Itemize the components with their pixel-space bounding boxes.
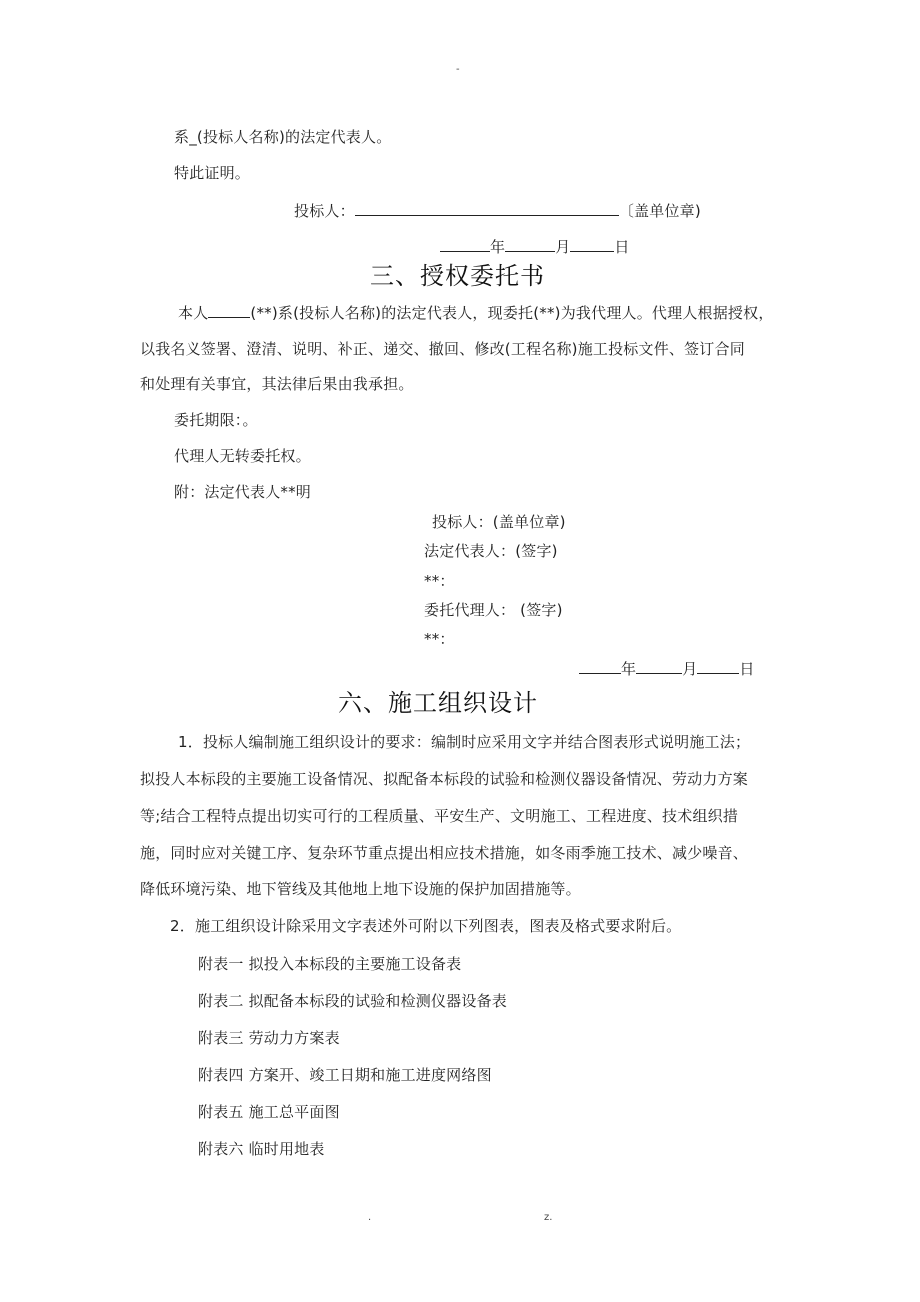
section6-p1-line-5: 降低环境污染、地下管线及其他地上地下设施的保护加固措施等。 bbox=[140, 880, 581, 898]
section6-p1-line-3: 等;结合工程特点提出切实可行的工程质量、平安生产、文明施工、工程进度、技术组织措 bbox=[140, 807, 739, 825]
section6-p1-line-4: 施，同时应对关键工序、复杂环节重点提出相应技术措施，如冬雨季施工技术、减少噪音、 bbox=[140, 844, 749, 862]
attached-table-5: 附表五 施工总平面图 bbox=[198, 1103, 340, 1121]
section6-p1-line-2: 拟投人本标段的主要施工设备情况、拟配备本标段的试验和检测仪器设备情况、劳动力方案 bbox=[140, 770, 749, 788]
section6-title: 六、施工组织设计 bbox=[338, 689, 538, 717]
footer-right-mark: z. bbox=[544, 1212, 553, 1223]
attached-table-6: 附表六 临时用地表 bbox=[198, 1140, 325, 1158]
section3-para-line-2: 以我名义签署、澄清、说明、补正、递交、撤回、修改(工程名称)施工投标文件、签订合同 bbox=[140, 340, 745, 358]
section3-term: 委托期限：。 bbox=[174, 411, 258, 429]
sign-id-2: **： bbox=[424, 630, 455, 648]
sign-bidder: 投标人：(盖单位章) bbox=[432, 513, 566, 531]
attached-table-3: 附表三 劳动力方案表 bbox=[198, 1029, 340, 1047]
bidder-blank bbox=[355, 201, 619, 216]
header-mark: - bbox=[456, 64, 460, 75]
cert-seal-label: 〔盖单位章) bbox=[618, 202, 701, 220]
section6-p2: 2．施工组织设计除采用文字表述外可附以下列图表，图表及格式要求附后。 bbox=[170, 917, 682, 935]
cert-bidder-label: 投标人： bbox=[294, 202, 355, 220]
attached-table-4: 附表四 方案开、竣工日期和施工进度网络图 bbox=[198, 1066, 492, 1084]
cert-bidder-line bbox=[294, 200, 701, 221]
section3-title: 三、授权委托书 bbox=[370, 262, 545, 290]
cert-line-1: 系_(投标人名称)的法定代表人。 bbox=[174, 128, 392, 146]
cert-date-line: 年 月 日 bbox=[440, 236, 630, 257]
section3-para-line-1: 本人 (**)系(投标人名称)的法定代表人，现委托(**)为我代理人。代理人根据授权， bbox=[178, 304, 774, 322]
sign-agent: 委托代理人： (签字) bbox=[424, 601, 563, 619]
section6-p1-line-1: 1．投标人编制施工组织设计的要求：编制时应采用文字并结合图表形式说明施工法； bbox=[178, 733, 751, 751]
cert-line-2: 特此证明。 bbox=[174, 164, 251, 182]
section3-date-line: 年 月 日 bbox=[579, 658, 755, 679]
section3-no-transfer: 代理人无转委托权。 bbox=[174, 447, 311, 465]
section3-para-line-3: 和处理有关事宜，其法律后果由我承担。 bbox=[140, 375, 414, 393]
attached-table-2: 附表二 拟配备本标段的试验和检测仪器设备表 bbox=[198, 992, 507, 1010]
attached-table-1: 附表一 拟投入本标段的主要施工设备表 bbox=[198, 955, 462, 973]
footer-left-mark: . bbox=[368, 1212, 372, 1223]
sign-legal-rep: 法定代表人：(签字) bbox=[424, 542, 558, 560]
name-blank bbox=[208, 303, 250, 318]
sign-id-1: **： bbox=[424, 572, 455, 590]
section3-attach: 附：法定代表人**明 bbox=[174, 483, 312, 501]
